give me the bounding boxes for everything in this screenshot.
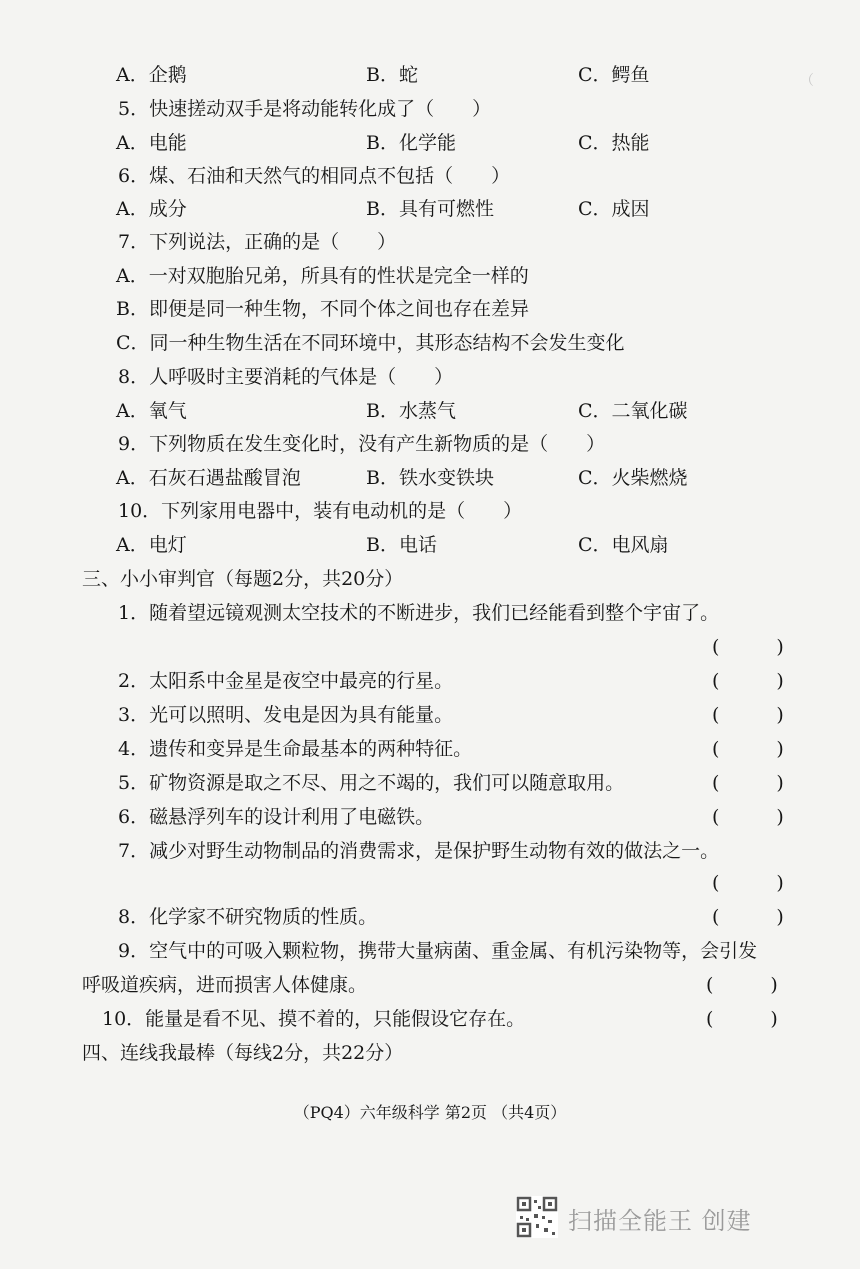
judge-item-7: 7．减少对野生动物制品的消费需求，是保护野生动物有效的做法之一。 xyxy=(118,840,720,862)
judge-item-2: 2．太阳系中金星是夜空中最亮的行星。 xyxy=(118,670,454,692)
question-8: 8．人呼吸时主要消耗的气体是（ ） xyxy=(118,366,454,388)
q4-option-b: B．蛇 xyxy=(366,64,418,86)
judge-item-9: 9．空气中的可吸入颗粒物，携带大量病菌、重金属、有机污染物等，会引发 xyxy=(118,940,758,962)
answer-paren-5: ( ) xyxy=(712,772,784,794)
q5-option-c: C．热能 xyxy=(578,132,650,154)
judge-item-5: 5．矿物资源是取之不尽、用之不竭的，我们可以随意取用。 xyxy=(118,772,625,794)
section-4-title: 四、连线我最棒（每线2分，共22分） xyxy=(82,1042,404,1064)
q7-option-a: A．一对双胞胎兄弟，所具有的性状是完全一样的 xyxy=(116,265,529,287)
answer-paren-2: ( ) xyxy=(712,670,784,692)
answer-paren-9: ( ) xyxy=(706,974,778,996)
question-9: 9．下列物质在发生变化时，没有产生新物质的是（ ） xyxy=(118,433,606,455)
answer-paren-4: ( ) xyxy=(712,738,784,760)
q9-option-a: A．石灰石遇盐酸冒泡 xyxy=(116,467,301,489)
judge-item-3: 3．光可以照明、发电是因为具有能量。 xyxy=(118,704,454,726)
answer-paren-10: ( ) xyxy=(706,1008,778,1030)
q10-option-b: B．电话 xyxy=(366,534,437,556)
answer-paren-3: ( ) xyxy=(712,704,784,726)
q9-option-b: B．铁水变铁块 xyxy=(366,467,494,489)
q8-option-c: C．二氧化碳 xyxy=(578,400,688,422)
answer-paren-8: ( ) xyxy=(712,906,784,928)
q6-option-c: C．成因 xyxy=(578,198,650,220)
question-5: 5．快速搓动双手是将动能转化成了（ ） xyxy=(118,98,492,120)
q7-option-b: B．即便是同一种生物，不同个体之间也存在差异 xyxy=(116,298,529,320)
judge-item-8: 8．化学家不研究物质的性质。 xyxy=(118,906,378,928)
q6-option-b: B．具有可燃性 xyxy=(366,198,494,220)
judge-item-4: 4．遗传和变异是生命最基本的两种特征。 xyxy=(118,738,473,760)
question-7: 7．下列说法，正确的是（ ） xyxy=(118,231,397,253)
q10-option-c: C．电风扇 xyxy=(578,534,669,556)
judge-item-6: 6．磁悬浮列车的设计利用了电磁铁。 xyxy=(118,806,435,828)
scanner-watermark: 扫描全能王 创建 xyxy=(568,1207,752,1235)
q5-option-b: B．化学能 xyxy=(366,132,456,154)
section-3-title: 三、小小审判官（每题2分，共20分） xyxy=(82,568,404,590)
question-6: 6．煤、石油和天然气的相同点不包括（ ） xyxy=(118,165,511,187)
q8-option-b: B．水蒸气 xyxy=(366,400,456,422)
qr-code-icon xyxy=(516,1196,558,1238)
q4-option-a: A．企鹅 xyxy=(116,64,187,86)
q9-option-c: C．火柴燃烧 xyxy=(578,467,688,489)
answer-paren-1: ( ) xyxy=(712,636,784,658)
q7-option-c: C．同一种生物生活在不同环境中，其形态结构不会发生变化 xyxy=(116,332,625,354)
q6-option-a: A．成分 xyxy=(116,198,187,220)
page-footer: （PQ4）六年级科学 第2页 （共4页） xyxy=(293,1103,567,1122)
q5-option-a: A．电能 xyxy=(116,132,187,154)
judge-item-9-cont: 呼吸道疾病，进而损害人体健康。 xyxy=(82,974,368,996)
q8-option-a: A．氧气 xyxy=(116,400,187,422)
question-10: 10．下列家用电器中，装有电动机的是（ ） xyxy=(118,500,523,522)
answer-paren-7: ( ) xyxy=(712,872,784,894)
q10-option-a: A．电灯 xyxy=(116,534,187,556)
bleed-through: （ xyxy=(800,73,814,89)
q4-option-c: C．鳄鱼 xyxy=(578,64,650,86)
judge-item-1: 1．随着望远镜观测太空技术的不断进步，我们已经能看到整个宇宙了。 xyxy=(118,602,720,624)
judge-item-10: 10．能量是看不见、摸不着的，只能假设它存在。 xyxy=(102,1008,526,1030)
answer-paren-6: ( ) xyxy=(712,806,784,828)
